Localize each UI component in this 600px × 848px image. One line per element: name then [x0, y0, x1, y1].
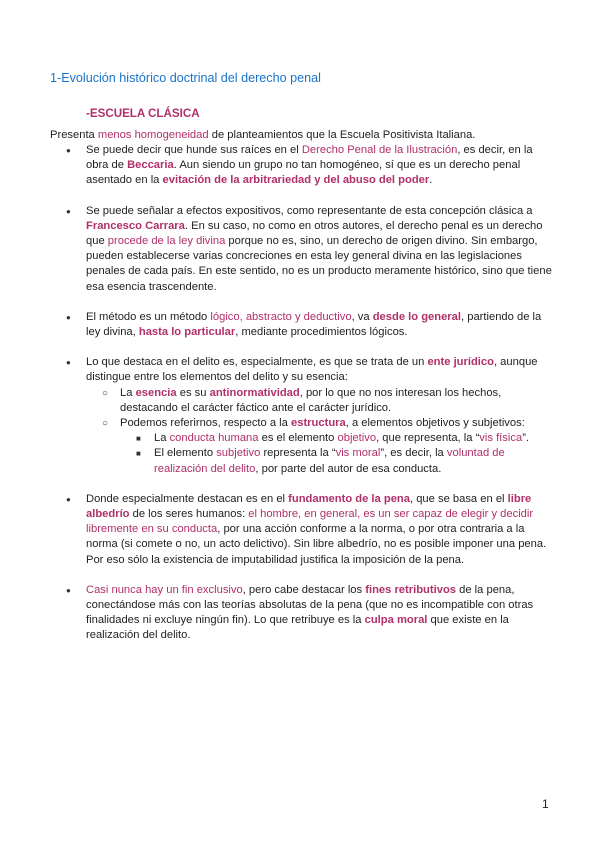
- highlight: lógico, abstracto y deductivo: [210, 310, 352, 323]
- text: , que representa, la “: [376, 432, 480, 445]
- text: , que se basa en el: [409, 492, 508, 505]
- text: Donde especialmente destacan es en el: [86, 492, 289, 505]
- highlight-bold: culpa moral: [364, 614, 428, 627]
- text: El método es un método: [86, 310, 211, 323]
- sub-sub-list: [120, 431, 556, 477]
- text: , pero cabe destacar los: [242, 583, 366, 596]
- highlight: vis moral: [335, 447, 381, 460]
- highlight: subjetivo: [216, 447, 261, 460]
- text: porque no es, sino, un derecho de origen divino. Sin embargo, pueden establecerse varias concreciones en esta ley general divina en las legislaciones penales de cada país. En este sentido, no es un producto meramente histórico, sino que tiene esa esencia trascendente.: [86, 235, 552, 293]
- text: . En su caso, no como en otros autores, el derecho penal es un derecho que: [86, 219, 543, 248]
- list-item-method: [66, 310, 556, 340]
- text: ”.: [522, 432, 530, 445]
- list-item-delito: [66, 355, 556, 477]
- highlight: voluntad de realización del delito: [154, 447, 505, 475]
- list-item-fundamento: [66, 492, 556, 568]
- document-heading: 1-Evolución histórico doctrinal del derecho penal: [50, 71, 321, 85]
- text: . Aun siendo un grupo no tan homogéneo, sí que es un derecho penal asentado en la: [86, 159, 521, 187]
- text: es su: [176, 386, 210, 399]
- highlight: conducta humana: [169, 432, 259, 445]
- highlight: vis física: [479, 432, 523, 445]
- highlight-bold: evitación de la arbitrariedad y del abuso del poder: [162, 174, 430, 187]
- text: .: [429, 174, 433, 187]
- text: , por lo que no nos interesan los hechos, destacando el carácter fáctico ante el carácter jurídico.: [120, 386, 502, 414]
- highlight-bold: antinormatividad: [209, 386, 300, 399]
- text: de planteamientos que la Escuela Positivista Italiana.: [208, 129, 476, 141]
- highlight: Derecho Penal de la Ilustración: [301, 144, 458, 156]
- text: , va: [351, 310, 373, 323]
- section-title: -ESCUELA CLÁSICA: [86, 107, 200, 120]
- text: , aunque distingue entre los elementos del delito y su esencia:: [86, 356, 538, 384]
- text: Podemos referirnos, respecto a la: [120, 417, 292, 430]
- text: Presenta: [50, 129, 98, 141]
- highlight-bold: hasta lo particular: [138, 326, 236, 339]
- text: La: [120, 386, 136, 399]
- highlight: procede de la ley divina: [107, 235, 226, 248]
- text: , es decir, en la obra de: [86, 144, 533, 172]
- highlight-bold: libre albedrío: [86, 492, 532, 521]
- text: , partiendo de la ley divina,: [86, 310, 542, 339]
- text: de los seres humanos:: [129, 508, 249, 521]
- highlight-bold: Francesco Carrara: [86, 219, 185, 232]
- highlight: menos homogeneidad: [97, 129, 209, 141]
- text: de la pena, conectándose más con las teorías absolutas de la pena (que no es incompatible con otras finalidades ni excluye ningún fin). Lo que retribuye es la: [86, 583, 534, 627]
- highlight-bold: fundamento de la pena: [288, 492, 410, 505]
- list-item-origins: [66, 143, 556, 189]
- highlight-bold: ente jurídico: [427, 356, 494, 369]
- bullet-list: [66, 143, 556, 659]
- sub-item-estructura: [86, 416, 556, 477]
- page-number: 1: [542, 797, 549, 811]
- highlight-bold: desde lo general: [372, 310, 461, 323]
- highlight-bold: Beccaria: [127, 159, 174, 172]
- highlight-bold: fines retributivos: [365, 583, 456, 596]
- sub-list: [86, 386, 556, 477]
- text: Se puede señalar a efectos expositivos, como representante de esta concepción clásica a: [86, 204, 533, 217]
- list-item-fines: [66, 583, 556, 644]
- highlight: Casi nunca hay un fin exclusivo: [86, 583, 243, 596]
- text: , mediante procedimientos lógicos.: [235, 326, 408, 339]
- intro-paragraph: [50, 128, 570, 143]
- text: La: [154, 432, 170, 445]
- text: ”, es decir, la: [380, 447, 447, 460]
- sub-sub-item-objetivo: [120, 431, 556, 446]
- text: El elemento: [154, 447, 217, 460]
- highlight: el hombre, en general, es un ser capaz de elegir y decidir libremente en su conducta: [86, 508, 534, 536]
- sub-item-esencia: [86, 386, 556, 416]
- text: , por una acción conforme a la norma, o por otra contraria a la norma (si comete o no, un acto delictivo). Sin libre albedrío, no es posible imponer una pena. Por eso sólo la existencia de imputabilidad justifica la imposición de la pena.: [86, 523, 547, 566]
- text: que existe en la realización del delito.: [86, 614, 509, 642]
- highlight: objetivo: [337, 432, 377, 445]
- highlight-bold: estructura: [291, 417, 346, 430]
- text: es el elemento: [258, 432, 338, 445]
- text: , a elementos objetivos y subjetivos:: [345, 417, 525, 430]
- highlight-bold: esencia: [135, 386, 177, 399]
- text: , por parte del autor de esa conducta.: [255, 462, 442, 475]
- sub-sub-item-subjetivo: [120, 446, 556, 476]
- text: Lo que destaca en el delito es, especialmente, es que se trata de un: [86, 356, 428, 369]
- text: representa la “: [260, 447, 336, 460]
- list-item-carrara: [66, 204, 556, 295]
- text: Se puede decir que hunde sus raíces en el: [86, 144, 302, 156]
